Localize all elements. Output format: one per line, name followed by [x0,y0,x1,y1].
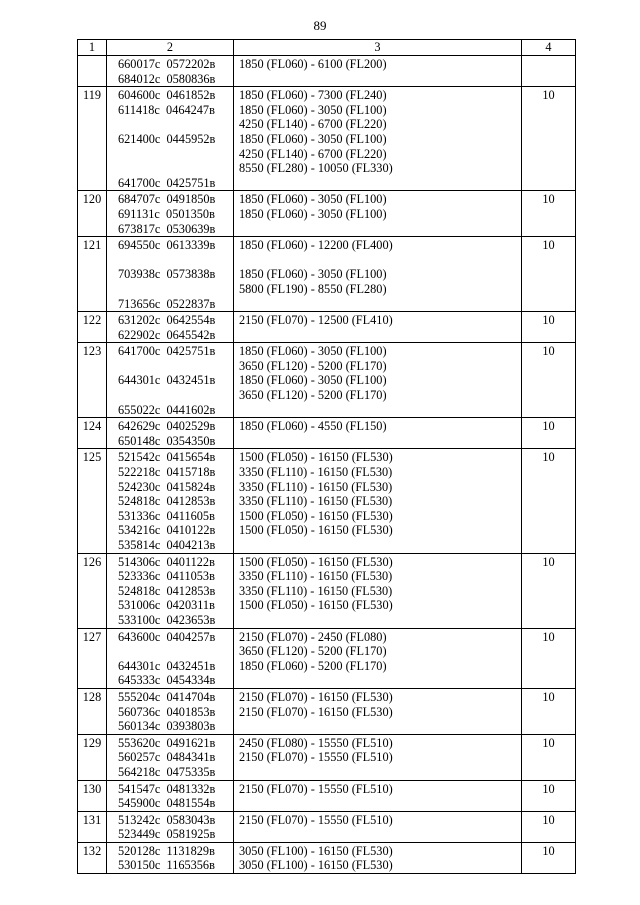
coordinate-line: 531006с 0420311в [118,598,215,613]
coordinate-line: 660017с 0572202в [118,57,216,71]
coordinate-line: 641700с 0425751в [118,175,216,190]
coordinates-cell [107,842,234,873]
altitude-line [239,538,521,553]
row-number: 125 [78,449,107,553]
coordinates-cell [107,628,234,688]
coordinates-cell [107,780,234,811]
altitudes-cell [234,449,522,553]
header-col-2: 2 [107,40,234,56]
coordinate-line: 644301с 0432451в [118,658,216,673]
row-number: 128 [78,688,107,734]
table-row [78,628,576,688]
altitude-line: 1850 (FL060) - 7300 (FL240) [239,88,387,103]
altitudes-cell [234,418,522,449]
altitude-line: 3350 (FL110) - 16150 (FL530) [239,569,393,584]
table-row [78,734,576,780]
coordinate-line: 655022с 0441602в [118,402,216,417]
coordinate-line: 530150с 1165356в [118,858,215,873]
coordinates-cell [107,312,234,343]
coordinate-line: 684012с 0580836в [118,71,216,86]
class-value: 10 [522,418,576,449]
coordinate-line: 524818с 0412853в [118,494,216,509]
altitude-line: 1850 (FL060) - 4550 (FL150) [239,419,387,434]
table-row [78,842,576,873]
header-row [78,40,576,56]
altitude-line: 1850 (FL060) - 3050 (FL100) [239,344,387,359]
coordinate-line: 520128с 1131829в [118,843,215,858]
row-number: 127 [78,628,107,688]
altitude-line: 2150 (FL070) - 2450 (FL080) [239,629,387,644]
altitudes-cell [234,191,522,237]
altitude-line [239,719,521,734]
coordinate-line: 524818с 0412853в [118,583,216,598]
coordinate-line: 641700с 0425751в [118,344,216,359]
altitude-line [239,222,521,237]
coordinate-line: 604600с 0461852в [118,88,216,103]
coordinate-line: 555204с 0414704в [118,689,216,704]
coordinate-line [118,147,233,162]
row-number: 121 [78,237,107,312]
altitude-line: 3650 (FL120) - 5200 (FL170) [239,388,387,403]
coordinate-line: 560257с 0484341в [118,750,216,765]
page-number: 89 [313,18,327,33]
row-number: 131 [78,811,107,842]
altitude-line: 3350 (FL110) - 16150 (FL530) [239,479,393,494]
altitude-line: 1500 (FL050) - 16150 (FL530) [239,554,393,569]
altitudes-cell [234,237,522,312]
altitudes-cell [234,628,522,688]
coordinates-cell [107,688,234,734]
altitudes-cell [234,56,522,87]
class-value: 10 [522,449,576,553]
row-number: 119 [78,87,107,191]
table-row [78,312,576,343]
table-row [78,343,576,418]
coordinates-cell [107,87,234,191]
altitude-line: 3650 (FL120) - 5200 (FL170) [239,358,387,373]
coordinate-line: 713656с 0522837в [118,296,216,311]
altitude-line: 1850 (FL060) - 3050 (FL100) [239,192,387,207]
coordinate-line: 531336с 0411605в [118,508,215,523]
row-number: 126 [78,553,107,628]
altitude-line: 2150 (FL070) - 15550 (FL510) [239,812,393,827]
coordinate-line: 621400с 0445952в [118,131,216,146]
altitude-line: 2450 (FL080) - 15550 (FL510) [239,735,393,750]
coordinate-line: 521542с 0415654в [118,450,216,465]
coordinates-cell [107,449,234,553]
altitude-line [239,827,521,842]
coordinate-line: 553620с 0491621в [118,735,216,750]
coordinates-cell [107,811,234,842]
coordinate-line: 522218с 0415718в [118,465,216,480]
altitude-line: 1850 (FL060) - 3050 (FL100) [239,102,387,117]
altitude-line: 3350 (FL110) - 16150 (FL530) [239,465,393,480]
altitude-line: 2150 (FL070) - 16150 (FL530) [239,689,393,704]
altitude-line [239,253,521,268]
table-row [78,191,576,237]
coordinate-line: 524230с 0415824в [118,479,216,494]
row-number: 130 [78,780,107,811]
altitude-line: 3050 (FL100) - 16150 (FL530) [239,843,393,858]
altitude-line [239,403,521,418]
table-row [78,87,576,191]
coordinate-line [118,359,233,374]
coordinate-line: 694550с 0613339в [118,238,216,253]
airway-table [77,39,576,874]
altitude-line [239,796,521,811]
altitude-line: 4250 (FL140) - 6700 (FL220) [239,117,387,132]
class-value: 10 [522,312,576,343]
table-row [78,56,576,87]
coordinate-line: 545900с 0481554в [118,796,216,811]
class-value: 10 [522,191,576,237]
altitude-line: 2150 (FL070) - 15550 (FL510) [239,781,393,796]
altitudes-cell [234,553,522,628]
altitude-line [239,176,521,191]
altitude-line: 1500 (FL050) - 16150 (FL530) [239,523,393,538]
altitude-line: 3650 (FL120) - 5200 (FL170) [239,644,387,659]
class-value: 10 [522,811,576,842]
class-value: 10 [522,553,576,628]
coordinate-line: 560736с 0401853в [118,704,216,719]
header-col-1: 1 [78,40,107,56]
coordinate-line: 535814с 0404213в [118,538,216,552]
altitude-line: 2150 (FL070) - 12500 (FL410) [239,313,393,328]
altitudes-cell [234,87,522,191]
altitude-line: 3350 (FL110) - 16150 (FL530) [239,583,393,598]
altitude-line [239,673,521,688]
altitude-line: 1850 (FL060) - 3050 (FL100) [239,131,387,146]
coordinate-line: 514306с 0401122в [118,554,215,569]
row-number [78,56,107,87]
altitude-line: 4250 (FL140) - 6700 (FL220) [239,146,387,161]
coordinate-line: 673817с 0530639в [118,221,216,236]
row-number: 129 [78,734,107,780]
altitude-line: 1850 (FL060) - 3050 (FL100) [239,267,387,282]
altitudes-cell [234,312,522,343]
coordinate-line: 564218с 0475335в [118,764,216,779]
class-value: 10 [522,734,576,780]
altitude-line [239,613,521,628]
class-value [522,56,576,87]
coordinate-line: 645333с 0454334в [118,673,216,688]
coordinate-line: 611418с 0464247в [118,102,215,117]
altitude-line: 1500 (FL050) - 16150 (FL530) [239,508,393,523]
coordinate-line: 703938с 0573838в [118,267,216,282]
coordinate-line: 631202с 0642554в [118,313,216,328]
altitude-line: 1850 (FL060) - 3050 (FL100) [239,206,387,221]
header-col-3: 3 [234,40,522,56]
coordinate-line: 533100с 0423653в [118,612,216,627]
coordinate-line [118,253,233,268]
coordinates-cell [107,553,234,628]
coordinates-cell [107,237,234,312]
coordinate-line: 642629с 0402529в [118,419,216,434]
altitudes-cell [234,343,522,418]
table-row [78,237,576,312]
table-row [78,688,576,734]
coordinate-line: 513242с 0583043в [118,812,216,827]
coordinate-line: 684707с 0491850в [118,192,216,207]
class-value: 10 [522,780,576,811]
table-row [78,811,576,842]
altitudes-cell [234,842,522,873]
header-col-4: 4 [522,40,576,56]
table-row [78,449,576,553]
row-number: 120 [78,191,107,237]
coordinate-line [118,644,233,659]
coordinate-line: 691131с 0501350в [118,206,215,221]
coordinate-line: 541547с 0481332в [118,781,216,796]
altitude-line: 1850 (FL060) - 3050 (FL100) [239,373,387,388]
coordinates-cell [107,191,234,237]
altitude-line: 3350 (FL110) - 16150 (FL530) [239,494,393,509]
altitude-line: 1500 (FL050) - 16150 (FL530) [239,450,393,465]
altitude-line [239,297,521,312]
coordinates-cell [107,343,234,418]
class-value: 10 [522,628,576,688]
table-row [78,553,576,628]
table-row [78,780,576,811]
coordinate-line: 643600с 0404257в [118,629,216,644]
table-row [78,418,576,449]
coordinates-cell [107,56,234,87]
coordinate-line [118,282,233,297]
row-number: 123 [78,343,107,418]
coordinate-line: 534216с 0410122в [118,523,216,538]
coordinate-line: 523336с 0411053в [118,569,215,584]
coordinates-cell [107,734,234,780]
altitude-line [239,434,521,449]
altitude-line: 5800 (FL190) - 8550 (FL280) [239,281,387,296]
altitude-line: 1850 (FL060) - 6100 (FL200) [239,57,387,71]
altitude-line: 8550 (FL280) - 10050 (FL330) [239,161,393,176]
row-number: 122 [78,312,107,343]
row-number: 124 [78,418,107,449]
altitude-line [239,765,521,780]
coordinate-line [118,117,233,132]
coordinate-line: 523449с 0581925в [118,827,216,842]
altitudes-cell [234,734,522,780]
altitude-line: 1850 (FL060) - 12200 (FL400) [239,238,393,253]
class-value: 10 [522,87,576,191]
altitude-line: 1500 (FL050) - 16150 (FL530) [239,598,393,613]
coordinate-line [118,388,233,403]
class-value: 10 [522,343,576,418]
altitude-line: 2150 (FL070) - 15550 (FL510) [239,750,393,765]
coordinate-line: 644301с 0432451в [118,373,216,388]
table-body [78,56,576,874]
altitude-line [239,72,521,87]
coordinates-cell [107,418,234,449]
altitude-line [239,328,521,343]
altitude-line: 2150 (FL070) - 16150 (FL530) [239,704,393,719]
row-number: 132 [78,842,107,873]
altitudes-cell [234,688,522,734]
altitude-line: 1850 (FL060) - 5200 (FL170) [239,658,387,673]
altitude-line: 3050 (FL100) - 16150 (FL530) [239,858,393,873]
class-value: 10 [522,688,576,734]
class-value: 10 [522,237,576,312]
coordinate-line [118,161,233,176]
class-value: 10 [522,842,576,873]
altitudes-cell [234,811,522,842]
coordinate-line: 650148с 0354350в [118,433,216,448]
coordinate-line: 560134с 0393803в [118,719,216,734]
coordinate-line: 622902с 0645542в [118,327,216,342]
altitudes-cell [234,780,522,811]
